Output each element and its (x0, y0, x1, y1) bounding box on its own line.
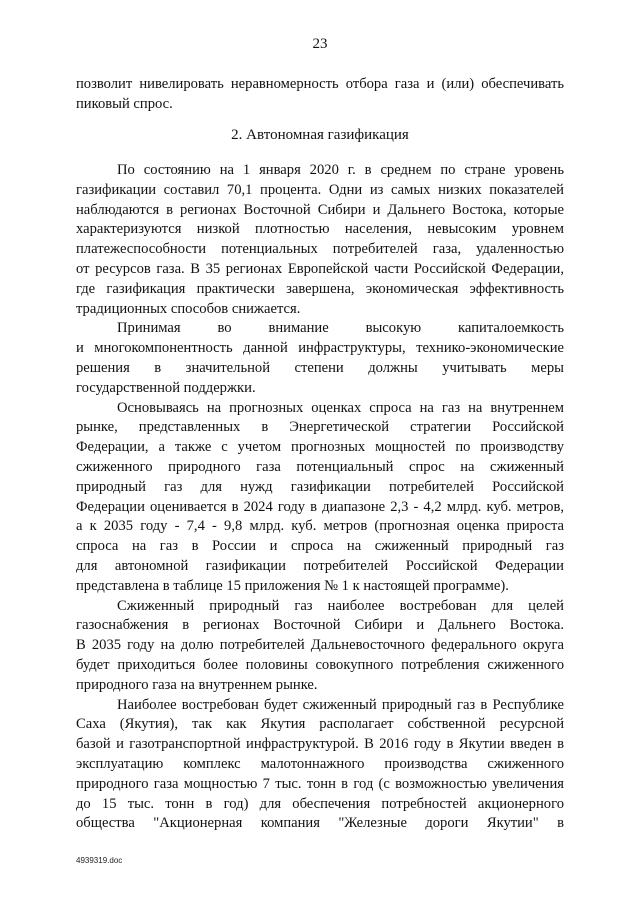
text-line: позволит нивелировать неравномерность отбора газа и (или) обеспечивать (76, 76, 564, 92)
text-line: Основываясь на прогнозных оценках спроса на газ на внутреннем (117, 399, 564, 416)
intro-paragraph (76, 75, 564, 115)
text-line: для автономной газификации потребителей Российской Федерации (76, 557, 564, 574)
text-line: базой и газотранспортной инфраструктурой. В 2016 году в Якутии введен в (76, 736, 564, 753)
text-line: и многокомпонентность данной инфраструктуры, технико-экономические (76, 340, 564, 357)
text-line: природный газ для нужд газификации потребителей Российской (76, 478, 564, 495)
text-line: В 2035 году на долю потребителей Дальневосточного федерального округа (76, 637, 564, 654)
section-heading: 2. Автономная газификация (231, 127, 409, 143)
text-line: общества "Акционерная компания "Железные дороги Якутии" в (76, 815, 564, 832)
text-line: где газификация практически завершена, экономическая эффективность (76, 280, 564, 297)
text-line: Федерации, а также с учетом прогнозных мощностей по производству (76, 439, 564, 456)
text-line: сжиженного природного газа потенциальный спрос на сжиженный (76, 458, 564, 475)
text-line: решения в значительной степени должны учитывать меры (76, 359, 564, 376)
text-line: от ресурсов газа. В 35 регионах Европейской части Российской Федерации, (76, 260, 564, 277)
page-number: 23 (312, 36, 328, 52)
text-line: характеризуются низкой плотностью населения, невысоким уровнем (76, 221, 564, 238)
text-line: природного газа мощностью 7 тыс. тонн в год (с возможностью увеличения (76, 775, 564, 792)
text-line: газоснабжения в регионах Восточной Сибири и Дальнего Востока. (76, 617, 564, 634)
text-line: Принимая во внимание высокую капиталоемкость (117, 320, 564, 337)
document-footer: 4939319.doc (76, 856, 123, 865)
text-line: пиковый спрос. (76, 95, 173, 112)
text-line: наблюдаются в регионах Восточной Сибири и Дальнего Востока, которые (76, 201, 564, 218)
text-line: газификации составил 70,1 процента. Одни из самых низких показателей (76, 181, 564, 198)
text-line: спроса на газ в России и спроса на сжиженный природный газ (76, 538, 564, 555)
text-line: платежеспособности потенциальных потребителей газа, удаленностью (76, 241, 564, 258)
text-line: будет приходиться более половины совокупного потребления сжиженного (76, 656, 564, 673)
paragraph-gasification-level (76, 161, 564, 319)
paragraph-far-east-demand (76, 597, 564, 696)
text-line: а к 2035 году - 7,4 - 9,8 млрд. куб. метров (прогнозная оценка прироста (76, 518, 564, 535)
text-line: По состоянию на 1 января 2020 г. в среднем по стране уровень (117, 162, 564, 178)
text-line: традиционных способов снижается. (76, 300, 301, 317)
text-line: эксплуатацию комплекс малотоннажного производства сжиженного (76, 755, 564, 772)
text-line: Наиболее востребован будет сжиженный природный газ в Республике (117, 696, 564, 713)
paragraph-yakutia (76, 696, 564, 835)
body-text (76, 161, 564, 834)
text-line: природного газа на внутреннем рынке. (76, 676, 318, 693)
paragraph-demand-forecast (76, 399, 564, 597)
text-line: Федерации оценивается в 2024 году в диапазоне 2,3 - 4,2 млрд. куб. метров, (76, 498, 564, 515)
text-line: до 15 тыс. тонн в год) для обеспечения потребностей акционерного (76, 795, 564, 812)
text-line: Сжиженный природный газ наиболее востребован для целей (117, 597, 564, 614)
paragraph-state-support (76, 319, 564, 398)
text-line: государственной поддержки. (76, 379, 256, 396)
text-line: представлена в таблице 15 приложения № 1 к настоящей программе). (76, 577, 509, 594)
text-line: рынке, представленных в Энергетической стратегии Российской (76, 419, 564, 436)
text-line: Саха (Якутия), так как Якутия располагает собственной ресурсной (76, 716, 564, 733)
